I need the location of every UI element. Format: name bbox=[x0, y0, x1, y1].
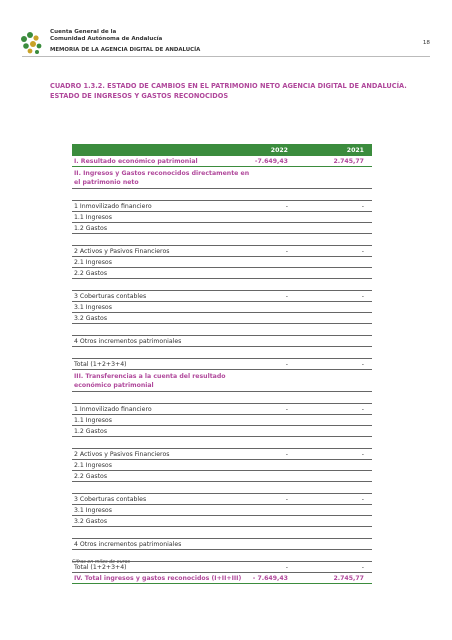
income-expense-table bbox=[72, 144, 372, 584]
row-label: I. Resultado económico patrimonial bbox=[74, 158, 198, 165]
header-title-line2: Comunidad Autónoma de Andalucía bbox=[50, 36, 163, 42]
row-label: 3.1 Ingresos bbox=[74, 304, 112, 311]
table-row bbox=[72, 257, 372, 268]
row-label: 1.2 Gastos bbox=[74, 225, 108, 232]
spacer-row bbox=[72, 437, 372, 449]
spacer-row bbox=[72, 527, 372, 539]
table-row bbox=[72, 516, 372, 527]
value-2021: - bbox=[361, 361, 364, 368]
row-label: 3 Coberturas contables bbox=[74, 293, 147, 300]
table-row bbox=[72, 223, 372, 234]
row-label: 1 Inmovilizado financiero bbox=[74, 406, 152, 413]
table-row bbox=[72, 370, 372, 392]
column-header-2022: 2022 bbox=[270, 146, 288, 154]
value-2022: - bbox=[285, 451, 288, 458]
header-title-line1: Cuenta General de la bbox=[50, 29, 117, 35]
row-label: 1 Inmovilizado financiero bbox=[74, 203, 152, 210]
value-2022: - bbox=[285, 496, 288, 503]
row-label: 1.2 Gastos bbox=[74, 428, 108, 435]
row-label: 3.2 Gastos bbox=[74, 315, 108, 322]
table-body bbox=[72, 156, 372, 584]
table-row bbox=[72, 313, 372, 324]
spacer-row bbox=[72, 234, 372, 246]
footnote: Cifras en miles de euros bbox=[72, 560, 131, 565]
spacer-row bbox=[72, 347, 372, 359]
junta-logo-icon bbox=[18, 29, 46, 57]
row-label: II. Ingresos y Gastos reconocidos directamente en el patrimonio neto bbox=[74, 170, 250, 186]
value-2021: - bbox=[361, 496, 364, 503]
row-label: Total (1+2+3+4) bbox=[74, 361, 127, 368]
table-row bbox=[72, 573, 372, 584]
table-row bbox=[72, 359, 372, 370]
table-row bbox=[72, 291, 372, 302]
row-label: IV. Total ingresos y gastos reconocidos (I+II+III) bbox=[74, 575, 242, 582]
row-label: 2.1 Ingresos bbox=[74, 462, 112, 469]
row-label: 3.2 Gastos bbox=[74, 518, 108, 525]
table-row bbox=[72, 268, 372, 279]
column-header-2021: 2021 bbox=[346, 146, 364, 154]
value-2021: - bbox=[361, 406, 364, 413]
table-row bbox=[72, 539, 372, 550]
value-2022: -7.649,43 bbox=[254, 158, 288, 165]
spacer-row bbox=[72, 482, 372, 494]
value-2022: - bbox=[285, 203, 288, 210]
value-2021: - bbox=[361, 203, 364, 210]
row-label: 4 Otros incrementos patrimoniales bbox=[74, 338, 182, 345]
row-label: 2 Activos y Pasivos Financieros bbox=[74, 451, 170, 458]
document-header-subtitle: MEMORIA DE LA AGENCIA DIGITAL DE ANDALUCÍA bbox=[50, 47, 201, 53]
spacer-row bbox=[72, 392, 372, 404]
row-label: 4 Otros incrementos patrimoniales bbox=[74, 541, 182, 548]
value-2021: - bbox=[361, 564, 364, 571]
value-2022: - 7.649,43 bbox=[252, 575, 288, 582]
table-row bbox=[72, 336, 372, 347]
value-2021: - bbox=[361, 248, 364, 255]
value-2021: - bbox=[361, 451, 364, 458]
table-row bbox=[72, 167, 372, 189]
table-row bbox=[72, 415, 372, 426]
document-header-title bbox=[50, 29, 162, 43]
row-label: III. Transferencias a la cuenta del resultado económico patrimonial bbox=[74, 373, 226, 389]
table-row bbox=[72, 494, 372, 505]
table-row bbox=[72, 246, 372, 257]
header-divider bbox=[22, 56, 430, 57]
row-label: Total (1+2+3+4) bbox=[74, 564, 127, 571]
value-2021: 2.745,77 bbox=[333, 158, 364, 165]
table-row bbox=[72, 404, 372, 415]
table-row bbox=[72, 505, 372, 516]
table-row bbox=[72, 156, 372, 167]
table-row bbox=[72, 426, 372, 437]
row-label: 2.2 Gastos bbox=[74, 473, 108, 480]
row-label: 3 Coberturas contables bbox=[74, 496, 147, 503]
caption-line1: CUADRO 1.3.2. ESTADO DE CAMBIOS EN EL PATRIMONIO NETO AGENCIA DIGITAL DE ANDALUCÍA. bbox=[50, 82, 407, 90]
table-caption bbox=[50, 81, 407, 101]
spacer-row bbox=[72, 189, 372, 201]
table-row bbox=[72, 449, 372, 460]
caption-line2: ESTADO DE INGRESOS Y GASTOS RECONOCIDOS bbox=[50, 92, 229, 100]
value-2022: - bbox=[285, 248, 288, 255]
row-label: 1.1 Ingresos bbox=[74, 417, 112, 424]
row-label: 3.1 Ingresos bbox=[74, 507, 112, 514]
row-label: 2.1 Ingresos bbox=[74, 259, 112, 266]
value-2022: - bbox=[285, 564, 288, 571]
row-label: 2 Activos y Pasivos Financieros bbox=[74, 248, 170, 255]
value-2021: - bbox=[361, 293, 364, 300]
page-number: 18 bbox=[422, 40, 430, 46]
spacer-row bbox=[72, 279, 372, 291]
value-2022: - bbox=[285, 406, 288, 413]
table-row bbox=[72, 212, 372, 223]
table-header-row bbox=[72, 144, 372, 156]
value-2022: - bbox=[285, 293, 288, 300]
value-2021: 2.745,77 bbox=[333, 575, 364, 582]
spacer-row bbox=[72, 324, 372, 336]
table-row bbox=[72, 460, 372, 471]
row-label: 2.2 Gastos bbox=[74, 270, 108, 277]
row-label: 1.1 Ingresos bbox=[74, 214, 112, 221]
value-2022: - bbox=[285, 361, 288, 368]
table-row bbox=[72, 471, 372, 482]
table-row bbox=[72, 201, 372, 212]
table-row bbox=[72, 302, 372, 313]
